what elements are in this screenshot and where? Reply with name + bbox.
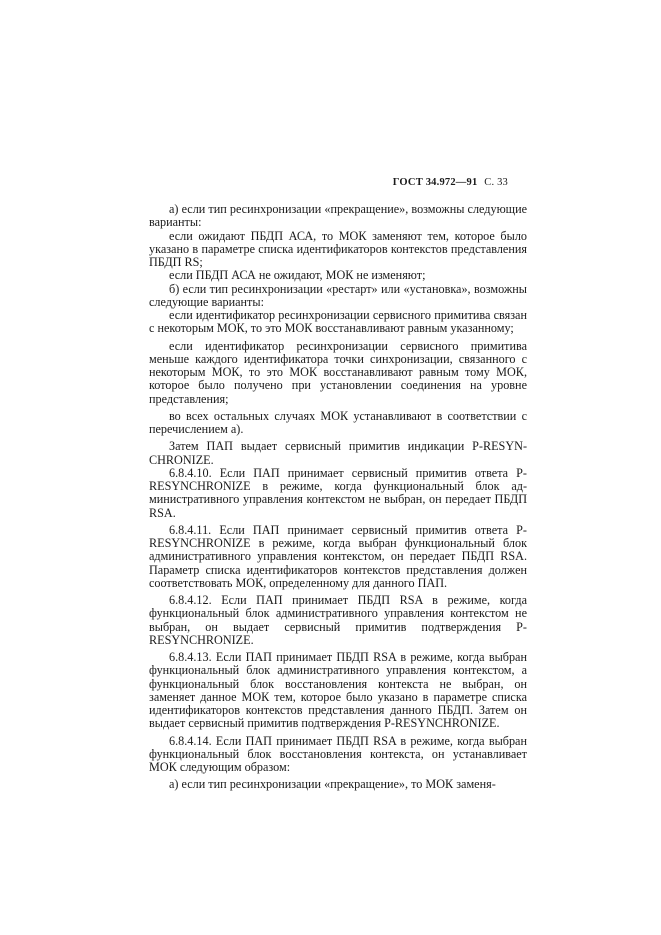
paragraph: 6.8.4.11. Если ПАП принимает сервисный примитив ответа P-RESYNCHRONIZE в режиме, когда выбран функциональный блок административного управления контекстом, он передает ПБДП RSA. Параметр списка идентификаторов контекстов представления должен соответствовать МОК, определенному для данного ПАП. xyxy=(149,522,527,590)
paragraph: если ПБДП АСА не ожидают, МОК не изменяют; xyxy=(169,268,426,283)
page-number: С. 33 xyxy=(484,177,508,188)
paragraph: 6.8.4.13. Если ПАП принимает ПБДП RSA в режиме, когда выбран функциональный блок административного управления контекстом, а функциональный блок восстановления контекста не выбран, он заменяет данное МОК тем, которое было указано в параметре списка идентификаторов контекстов представления данного ПБДП. Затем он выдает сервисный примитив подтверждения P-RESYNCHRONIZE. xyxy=(149,650,527,731)
paragraph: б) если тип ресинхронизации «рестарт» или «установка», возможны следующие варианты: xyxy=(149,281,527,309)
paragraph: 6.8.4.14. Если ПАП принимает ПБДП RSA в режиме, когда выбран функциональный блок восстановления контекста, он устанавливает МОК следующим образом: xyxy=(149,733,527,774)
paragraph: если идентификатор ресинхронизации сервисного примитива меньше каждого идентификатора точки синхронизации, связанного с некоторым МОК, то это МОК восстанавливают равным тому МОК, которое было получено при установлении соединения на уровне представления; xyxy=(149,338,527,406)
paragraph: 6.8.4.10. Если ПАП принимает сервисный примитив ответа P-RESYNCHRONIZE в режиме, когда функциональный блок административного управления контекстом не выбран, он передает ПБДП RSA. xyxy=(149,465,527,520)
paragraph: а) если тип ресинхронизации «прекращение», то МОК заменя- xyxy=(169,777,496,792)
standard-number: ГОСТ 34.972—91 xyxy=(392,177,478,188)
page-header xyxy=(393,177,508,188)
paragraph: если ожидают ПБДП АСА, то МОК заменяют тем, которое было указано в параметре списка идентификаторов контекстов представления ПБДП RS; xyxy=(149,228,527,269)
paragraph: если идентификатор ресинхронизации сервисного примитива связан с некоторым МОК, то это МОК восстанавливают равным указанному; xyxy=(149,308,527,336)
paragraph: Затем ПАП выдает сервисный примитив индикации P-RESYNCHRONIZE. xyxy=(149,439,527,467)
paragraph: 6.8.4.12. Если ПАП принимает ПБДП RSA в режиме, когда функциональный блок административного управления контекстом не выбран, он выдает сервисный примитив подтверждения P-RESYNCHRONIZE. xyxy=(149,593,527,647)
paragraph: во всех остальных случаях МОК устанавливают в соответствии с перечислением а). xyxy=(149,408,527,436)
body-text xyxy=(149,203,527,792)
paragraph: а) если тип ресинхронизации «прекращение», возможны следующие варианты: xyxy=(149,202,527,230)
